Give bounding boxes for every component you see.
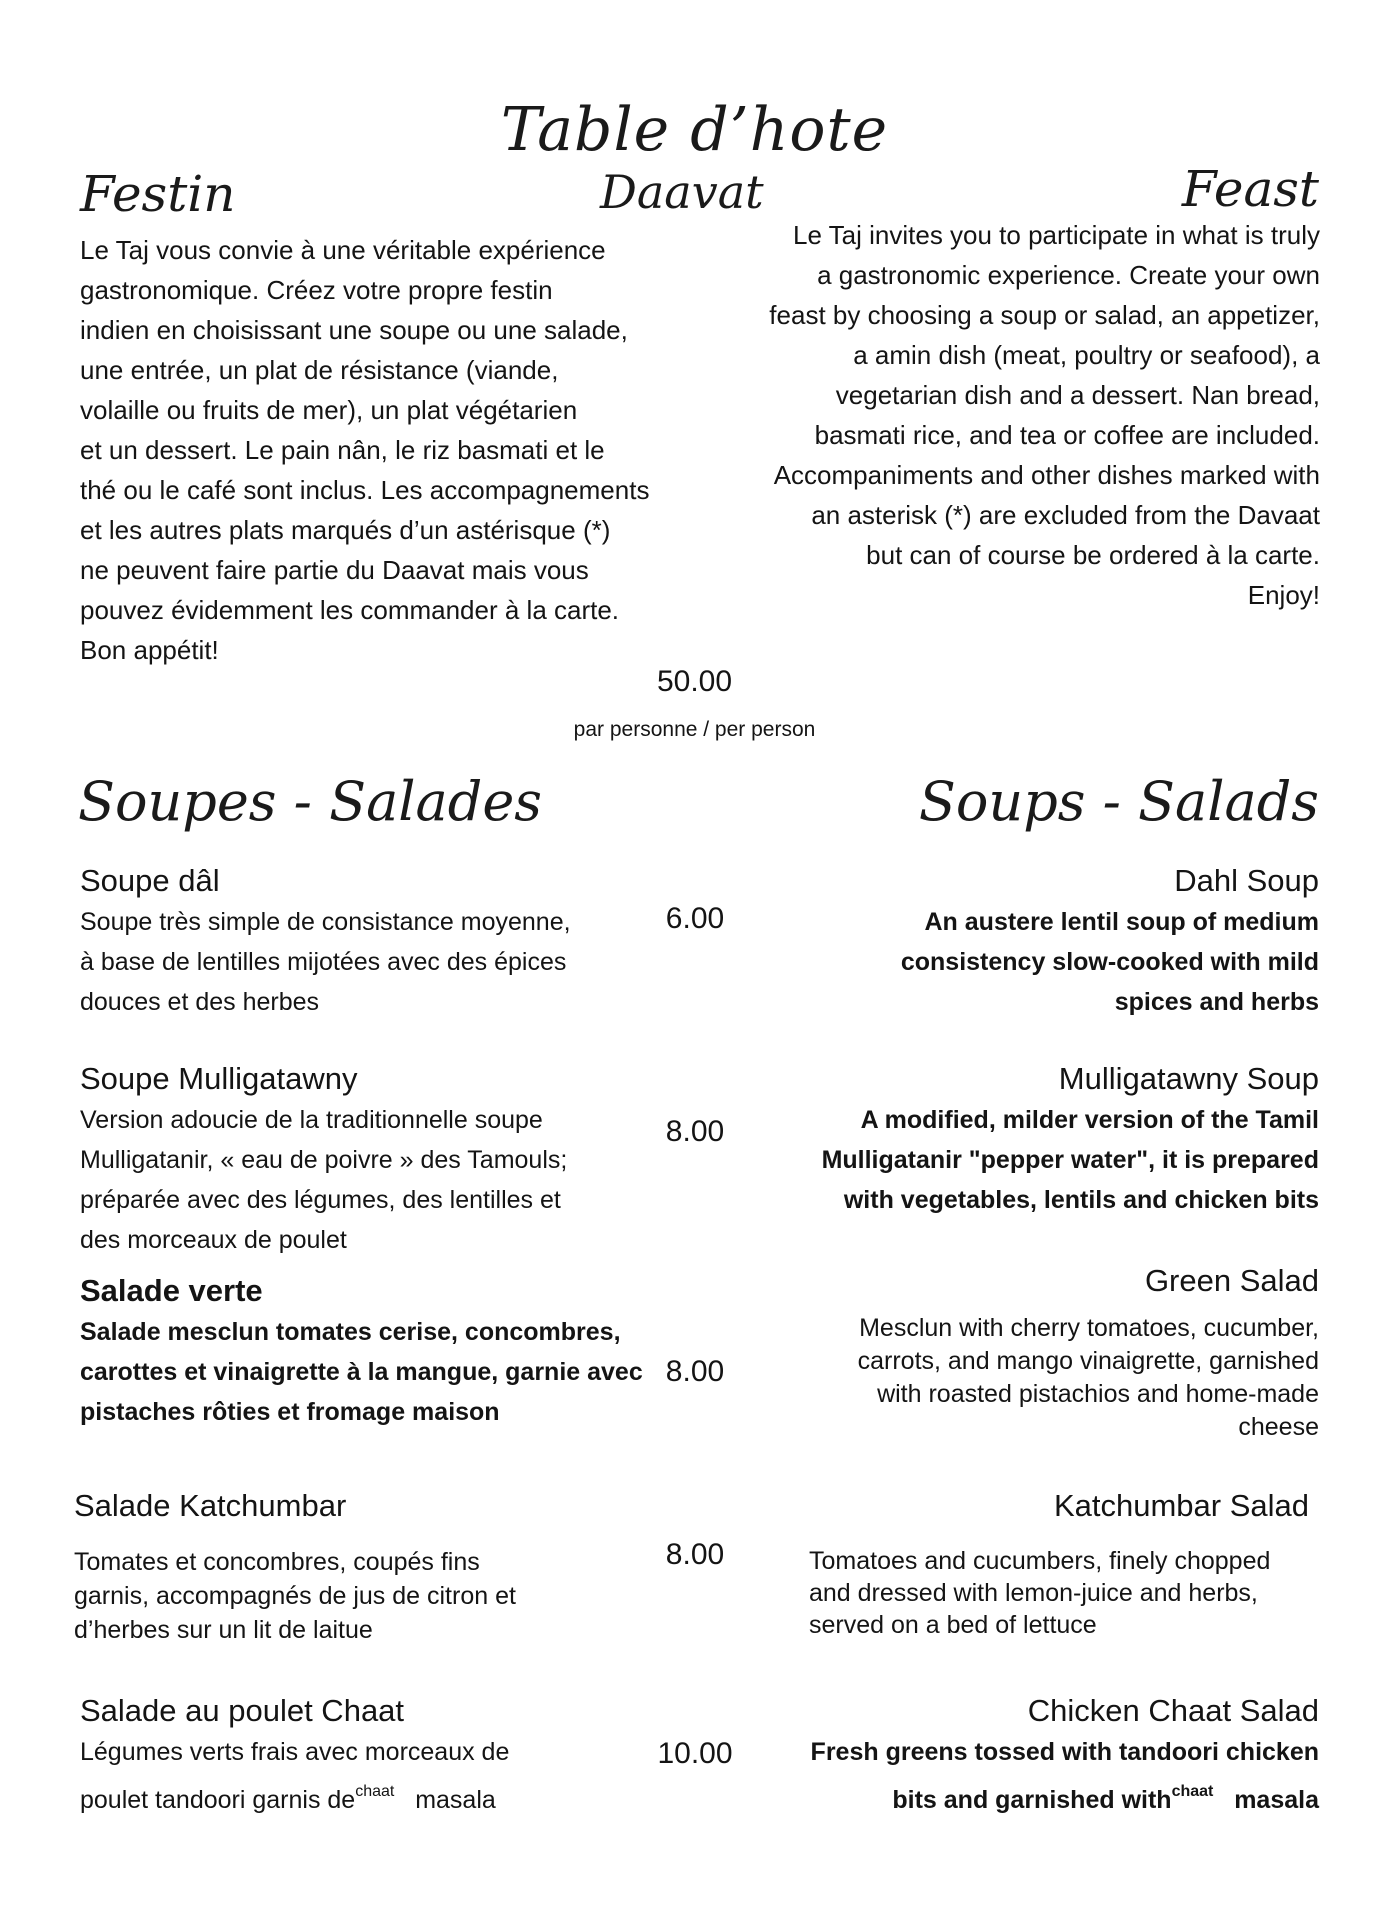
item-description-line: Mulligatanir, « eau de poivre » des Tamouls; (80, 1146, 568, 1174)
item-description-line: douces et des herbes (80, 988, 320, 1016)
item-description (80, 1100, 640, 1260)
chaat-superscript: chaat (1171, 1783, 1214, 1800)
intro-en-line: a amin dish (meat, poultry or seafood), a (853, 340, 1320, 370)
item-description-line: Mulligatanir "pepper water", it is prepared (821, 1146, 1319, 1174)
per-person-label: par personne / per person (573, 718, 816, 741)
menu-item-en (799, 1485, 1319, 1641)
menu-item-fr (74, 1485, 634, 1647)
item-description-line: consistency slow-cooked with mild (900, 948, 1319, 976)
intro-fr-line: et les autres plats marqués d’un astérisque (*) (80, 515, 611, 545)
heading-feast: Feast (1181, 160, 1319, 218)
menu-title: Table d’hote (500, 95, 889, 165)
intro-fr-line: Bon appétit! (80, 635, 219, 665)
intro-en-line: but can of course be ordered à la carte. (866, 540, 1320, 570)
item-description-line: Fresh greens tossed with tandoori chicken (810, 1738, 1319, 1766)
item-price: 10.00 (657, 1737, 733, 1770)
intro-fr-line: thé ou le café sont inclus. Les accompagnements (80, 475, 650, 505)
item-price: 8.00 (665, 1538, 725, 1571)
item-description-line: Soupe très simple de consistance moyenne, (80, 908, 571, 936)
item-description-line: préparée avec des légumes, des lentilles et (80, 1186, 561, 1214)
item-description-line: carottes et vinaigrette à la mangue, garnie avec (80, 1358, 643, 1386)
intro-fr-line: et un dessert. Le pain nân, le riz basmati et le (80, 435, 605, 465)
item-description-line: Tomates et concombres, coupés fins (74, 1548, 480, 1576)
item-description (74, 1545, 634, 1647)
menu-item-en (799, 1058, 1319, 1220)
menu-item-en (799, 1690, 1319, 1820)
intro-fr-line: une entrée, un plat de résistance (viande, (80, 355, 559, 385)
item-name: Salade au poulet Chaat (80, 1693, 405, 1728)
intro-en-line: vegetarian dish and a dessert. Nan bread, (835, 380, 1320, 410)
item-description-line: Version adoucie de la traditionnelle soupe (80, 1106, 543, 1134)
item-description-text: masala (1234, 1786, 1319, 1814)
item-description-line: A modified, milder version of the Tamil (860, 1106, 1319, 1134)
section-heading-fr: Soupes - Salades (78, 770, 542, 833)
chaat-superscript: chaat (355, 1783, 395, 1800)
menu-item-fr (80, 1270, 643, 1432)
intro-fr-line: volaille ou fruits de mer), un plat végétarien (80, 395, 578, 425)
item-description (799, 1545, 1319, 1641)
intro-french (80, 230, 650, 670)
item-description-line: garnis, accompagnés de jus de citron et (74, 1582, 516, 1610)
item-description-line: pistaches rôties et fromage maison (80, 1398, 500, 1426)
item-description-line: d’herbes sur un lit de laitue (74, 1616, 373, 1644)
intro-en-line: feast by choosing a soup or salad, an appetizer, (769, 300, 1320, 330)
item-description-line: spices and herbs (1114, 988, 1319, 1016)
intro-fr-line: ne peuvent faire partie du Daavat mais vous (80, 555, 589, 585)
item-description-line (799, 1772, 1319, 1820)
intro-en-line: Le Taj invites you to participate in what is truly (792, 220, 1320, 250)
item-description (799, 902, 1319, 1022)
item-description-line: An austere lentil soup of medium (924, 908, 1319, 936)
item-description (799, 1312, 1319, 1444)
intro-fr-line: pouvez évidemment les commander à la carte. (80, 595, 620, 625)
intro-fr-line: indien en choisissant une soupe ou une salade, (80, 315, 628, 345)
item-name: Chicken Chaat Salad (1027, 1693, 1319, 1728)
item-description-text: masala (415, 1786, 496, 1814)
item-description (80, 902, 640, 1022)
item-name: Salade verte (80, 1273, 263, 1308)
item-name: Green Salad (1144, 1263, 1319, 1298)
item-price: 8.00 (665, 1115, 725, 1148)
intro-en-line: Enjoy! (1247, 580, 1320, 610)
item-description-text: bits and garnished with (892, 1786, 1172, 1814)
menu-item-fr (80, 860, 640, 1022)
item-name: Salade Katchumbar (74, 1488, 347, 1523)
item-price: 6.00 (665, 902, 725, 935)
item-name: Soupe Mulligatawny (80, 1061, 358, 1096)
item-description (799, 1732, 1319, 1820)
item-description-line: Tomatoes and cucumbers, finely chopped (809, 1547, 1271, 1575)
item-description-line: Salade mesclun tomates cerise, concombres, (80, 1318, 621, 1346)
item-description-line: and dressed with lemon-juice and herbs, (809, 1579, 1258, 1607)
item-name: Soupe dâl (80, 863, 220, 898)
item-description-line: cheese (1238, 1413, 1319, 1441)
item-name: Mulligatawny Soup (1058, 1061, 1319, 1096)
item-name: Katchumbar Salad (1053, 1488, 1309, 1523)
intro-english (740, 215, 1320, 615)
item-description (799, 1100, 1319, 1220)
menu-item-fr (80, 1690, 640, 1820)
item-description-line: des morceaux de poulet (80, 1226, 347, 1254)
table-dhote-price: 50.00 (656, 665, 733, 698)
heading-festin: Festin (80, 165, 236, 223)
intro-fr-line: Le Taj vous convie à une véritable expérience (80, 235, 606, 265)
heading-daavat: Daavat (600, 165, 764, 219)
menu-item-fr (80, 1058, 640, 1260)
menu-item-en (799, 1260, 1319, 1444)
intro-en-line: basmati rice, and tea or coffee are included. (814, 420, 1320, 450)
section-heading-en: Soups - Salads (918, 770, 1319, 833)
item-price: 8.00 (665, 1355, 725, 1388)
item-description-text: poulet tandoori garnis de (80, 1786, 356, 1814)
menu-item-en (799, 860, 1319, 1022)
item-description-line (80, 1772, 640, 1820)
item-description-line: carrots, and mango vinaigrette, garnished (857, 1347, 1319, 1375)
intro-fr-line: gastronomique. Créez votre propre festin (80, 275, 553, 305)
intro-en-line: a gastronomic experience. Create your own (817, 260, 1320, 290)
item-description-line: Légumes verts frais avec morceaux de (80, 1738, 510, 1766)
item-name: Dahl Soup (1174, 863, 1319, 898)
intro-en-line: Accompaniments and other dishes marked with (773, 460, 1320, 490)
item-description-line: à base de lentilles mijotées avec des épices (80, 948, 567, 976)
item-description (80, 1312, 643, 1432)
item-description-line: with roasted pistachios and home-made (877, 1380, 1319, 1408)
intro-en-line: an asterisk (*) are excluded from the Davaat (811, 500, 1320, 530)
item-description-line: served on a bed of lettuce (809, 1611, 1097, 1639)
item-description (80, 1732, 640, 1820)
item-description-line: Mesclun with cherry tomatoes, cucumber, (859, 1314, 1319, 1342)
item-description-line: with vegetables, lentils and chicken bits (843, 1186, 1319, 1214)
